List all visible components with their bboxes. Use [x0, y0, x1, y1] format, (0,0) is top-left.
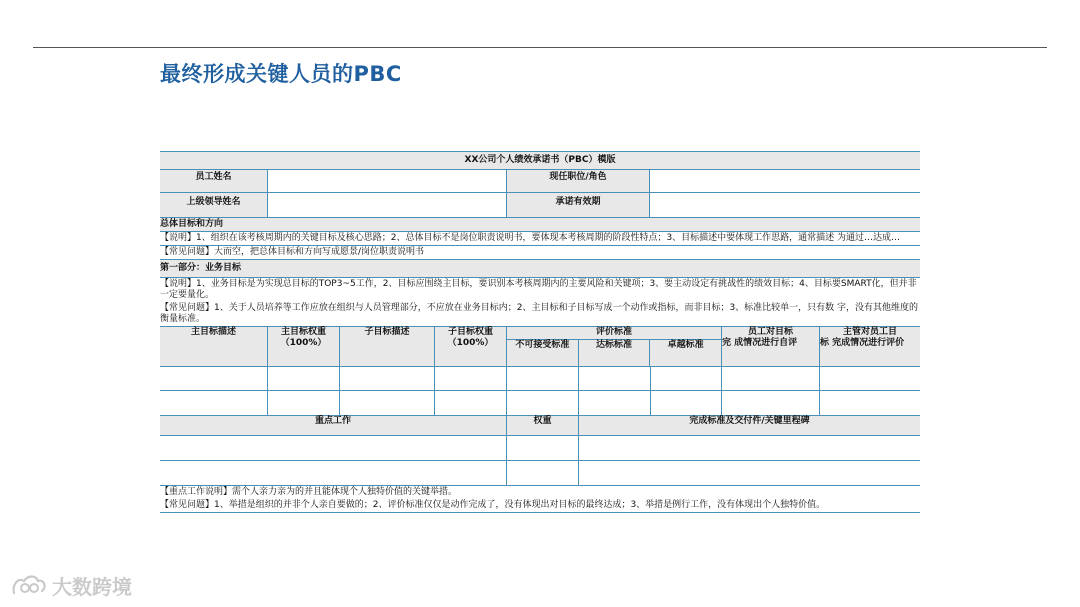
key-work-cell[interactable] [160, 436, 507, 460]
key-work-cell[interactable] [507, 461, 579, 485]
key-work-cell[interactable] [579, 461, 920, 485]
employee-name-label: 员工姓名 [160, 170, 268, 192]
info-row-2 [160, 193, 920, 218]
sub-goal-desc-header: 子目标描述 [340, 327, 435, 366]
goal-cell[interactable] [268, 367, 340, 390]
page-title: 最终形成关键人员的PBC [160, 62, 402, 86]
form-header: XX公司个人绩效承诺书（PBC）模版 [160, 151, 920, 170]
position-field[interactable] [650, 170, 920, 192]
employee-name-field[interactable] [268, 170, 507, 192]
goal-cell[interactable] [651, 391, 722, 415]
goal-cell[interactable] [579, 367, 651, 390]
mgr-eval-text: 标 完成情况进行评价 [820, 338, 905, 348]
key-work-faq: 【常见问题】1、举措是组织的并非个人亲自要做的；2、评价标准仅仅是动作完成了，没有体现出对目标的最终达成；3、举措是例行工作，没有体现出个人独特价值。 [160, 499, 920, 513]
key-work-note: 【重点工作说明】需个人亲力亲为的并且能体现个人独特价值的关键举措。 [160, 487, 458, 497]
mgr-eval-header [820, 327, 920, 366]
main-goal-desc-header: 主目标描述 [160, 327, 268, 366]
key-work-cell[interactable] [160, 461, 507, 485]
meet-header: 达标标准 [579, 340, 651, 366]
key-work-row [160, 436, 920, 461]
goal-cell[interactable] [340, 367, 435, 390]
goal-cell[interactable] [160, 367, 268, 390]
self-eval-header [722, 327, 820, 366]
key-work-header [160, 416, 920, 436]
key-work-deliverables: 完成标准及交付件/关键里程碑 [579, 416, 920, 435]
key-work-title: 重点工作 [160, 416, 507, 435]
watermark-logo-icon [10, 573, 48, 599]
goal-cell[interactable] [435, 367, 507, 390]
goal-cell[interactable] [820, 367, 920, 390]
part1-note: 【说明】1、业务目标是为实现总目标的TOP3~5工作，2、目标应围绕主目标，要识别本考核周期内的主要风险和关键项；3、要主动设定有挑战性的绩效目标；4、目标要SMART化，但并非一定要量化。 [160, 279, 917, 300]
main-goal-weight-header [268, 327, 340, 366]
goal-cell[interactable] [268, 391, 340, 415]
goal-row [160, 367, 920, 391]
overall-faq: 【常见问题】大而空，把总体目标和方向写成愿景/岗位职责说明书 [160, 246, 920, 260]
key-work-cell[interactable] [507, 436, 579, 460]
goal-cell[interactable] [651, 367, 722, 390]
validity-label: 承诺有效期 [507, 193, 650, 217]
main-weight-label: 主目标权重 [280, 327, 326, 337]
key-work-cell[interactable] [579, 436, 920, 460]
watermark-text: 大数跨境 [52, 575, 132, 599]
pbc-form [160, 151, 920, 513]
main-weight-pct: （100%） [280, 338, 327, 348]
validity-field[interactable] [650, 193, 920, 217]
overall-heading: 总体目标和方向 [160, 218, 920, 232]
sub-weight-label: 子目标权重 [447, 327, 493, 337]
goal-table-header [160, 327, 920, 367]
excellent-header: 卓越标准 [667, 340, 704, 350]
criteria-header [507, 327, 722, 366]
key-work-weight: 权重 [507, 416, 579, 435]
key-work-row [160, 461, 920, 486]
self-eval-title: 员工对目标 [747, 327, 793, 337]
goal-cell[interactable] [820, 391, 920, 415]
goal-row [160, 391, 920, 416]
superior-name-label: 上级领导姓名 [160, 193, 268, 217]
criteria-title: 评价标准 [507, 327, 721, 340]
watermark [10, 571, 132, 600]
part1-faq: 【常见问题】1、关于人员培养等工作应放在组织与人员管理部分，不应放在业务目标内；2、主目标和子目标写成一个动作或指标，而非目标；3、标准比较单一，只有数 字，没有其他维度的衡量标准。 [160, 302, 920, 327]
self-eval-text: 完 成情况进行自评 [722, 338, 798, 348]
info-row-1 [160, 170, 920, 193]
goal-cell[interactable] [507, 391, 579, 415]
goal-cell[interactable] [579, 391, 651, 415]
goal-cell[interactable] [722, 391, 820, 415]
part1-heading: 第一部分：业务目标 [160, 260, 920, 278]
unacceptable-header: 不可接受标准 [507, 340, 579, 366]
goal-cell[interactable] [722, 367, 820, 390]
superior-name-field[interactable] [268, 193, 507, 217]
goal-cell[interactable] [435, 391, 507, 415]
goal-cell[interactable] [160, 391, 268, 415]
goal-cell[interactable] [507, 367, 579, 390]
sub-goal-weight-header [435, 327, 507, 366]
overall-note: 【说明】1、组织在该考核周期内的关键目标及核心思路；2、总体目标不是岗位职责说明书，要体现本考核周期的阶段性特点；3、目标描述中要体现工作思路，通常描述 为通过…达成… [160, 232, 920, 246]
top-divider [33, 47, 1047, 48]
position-label: 现任职位/角色 [507, 170, 650, 192]
criteria-subheaders [507, 340, 721, 366]
goal-cell[interactable] [340, 391, 435, 415]
sub-weight-pct: （100%） [447, 338, 494, 348]
mgr-eval-title: 主管对员工目 [842, 327, 897, 337]
